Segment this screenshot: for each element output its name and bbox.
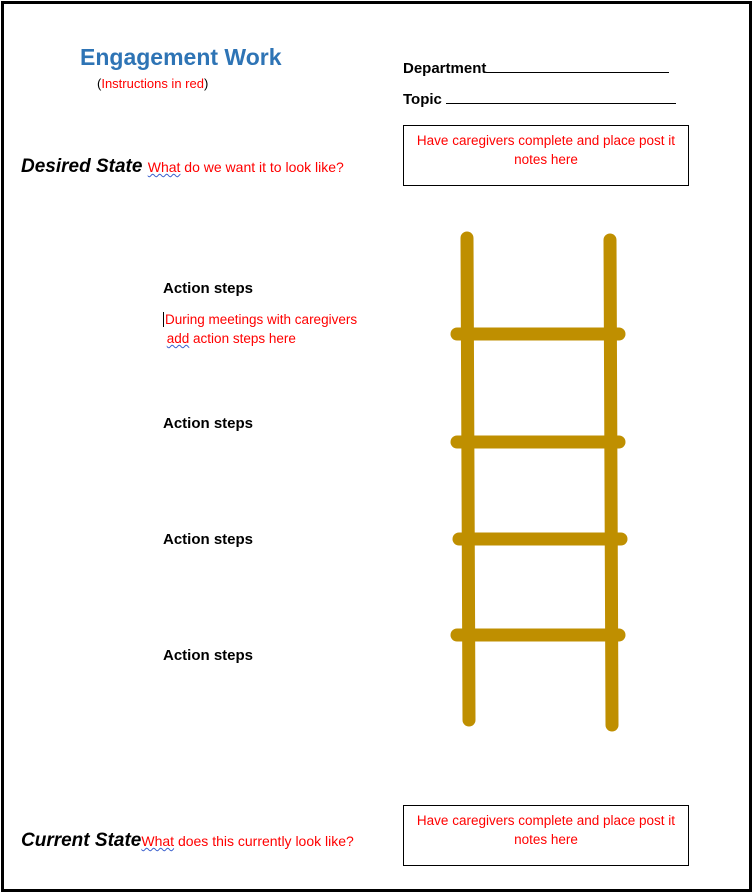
topic-label: Topic	[403, 91, 442, 108]
desired-state-postit-note: Have caregivers complete and place post it notes here	[416, 133, 676, 167]
action-steps-label-4: Action steps	[163, 647, 254, 664]
instructions-paren-open: (	[97, 76, 102, 91]
current-state-heading	[21, 830, 354, 852]
action-steps-label-2: Action steps	[163, 415, 254, 432]
desired-state-question-rest: do we want it to look like?	[180, 159, 344, 175]
current-state-postit-box[interactable]	[403, 805, 689, 866]
desired-state-question-what: What	[147, 159, 181, 175]
instructions-text: Instructions in red	[101, 76, 204, 91]
instructions-paren-close: )	[203, 76, 209, 91]
current-state-word2: State	[94, 830, 142, 851]
current-state-word1: Current	[21, 830, 90, 851]
document-title: Engagement Work	[80, 44, 282, 70]
action-steps-label-1: Action steps	[163, 280, 254, 297]
action-steps-note-line2: action steps here	[189, 331, 296, 346]
desired-state-word1: Desired	[21, 156, 91, 177]
desired-state-word2: State	[95, 156, 143, 177]
current-state-question	[141, 833, 353, 849]
department-label: Department	[403, 60, 487, 77]
action-steps-label-3: Action steps	[163, 531, 254, 548]
ladder-right-rail	[610, 240, 612, 725]
current-state-postit-note: Have caregivers complete and place post it notes here	[416, 813, 676, 847]
action-steps-note-add: add	[166, 331, 190, 346]
current-state-question-rest: does this currently look like?	[174, 833, 354, 849]
ladder-left-rail	[467, 238, 469, 720]
current-state-question-what: What	[141, 833, 175, 849]
action-steps-note-line1: During meetings with caregivers	[165, 312, 358, 327]
